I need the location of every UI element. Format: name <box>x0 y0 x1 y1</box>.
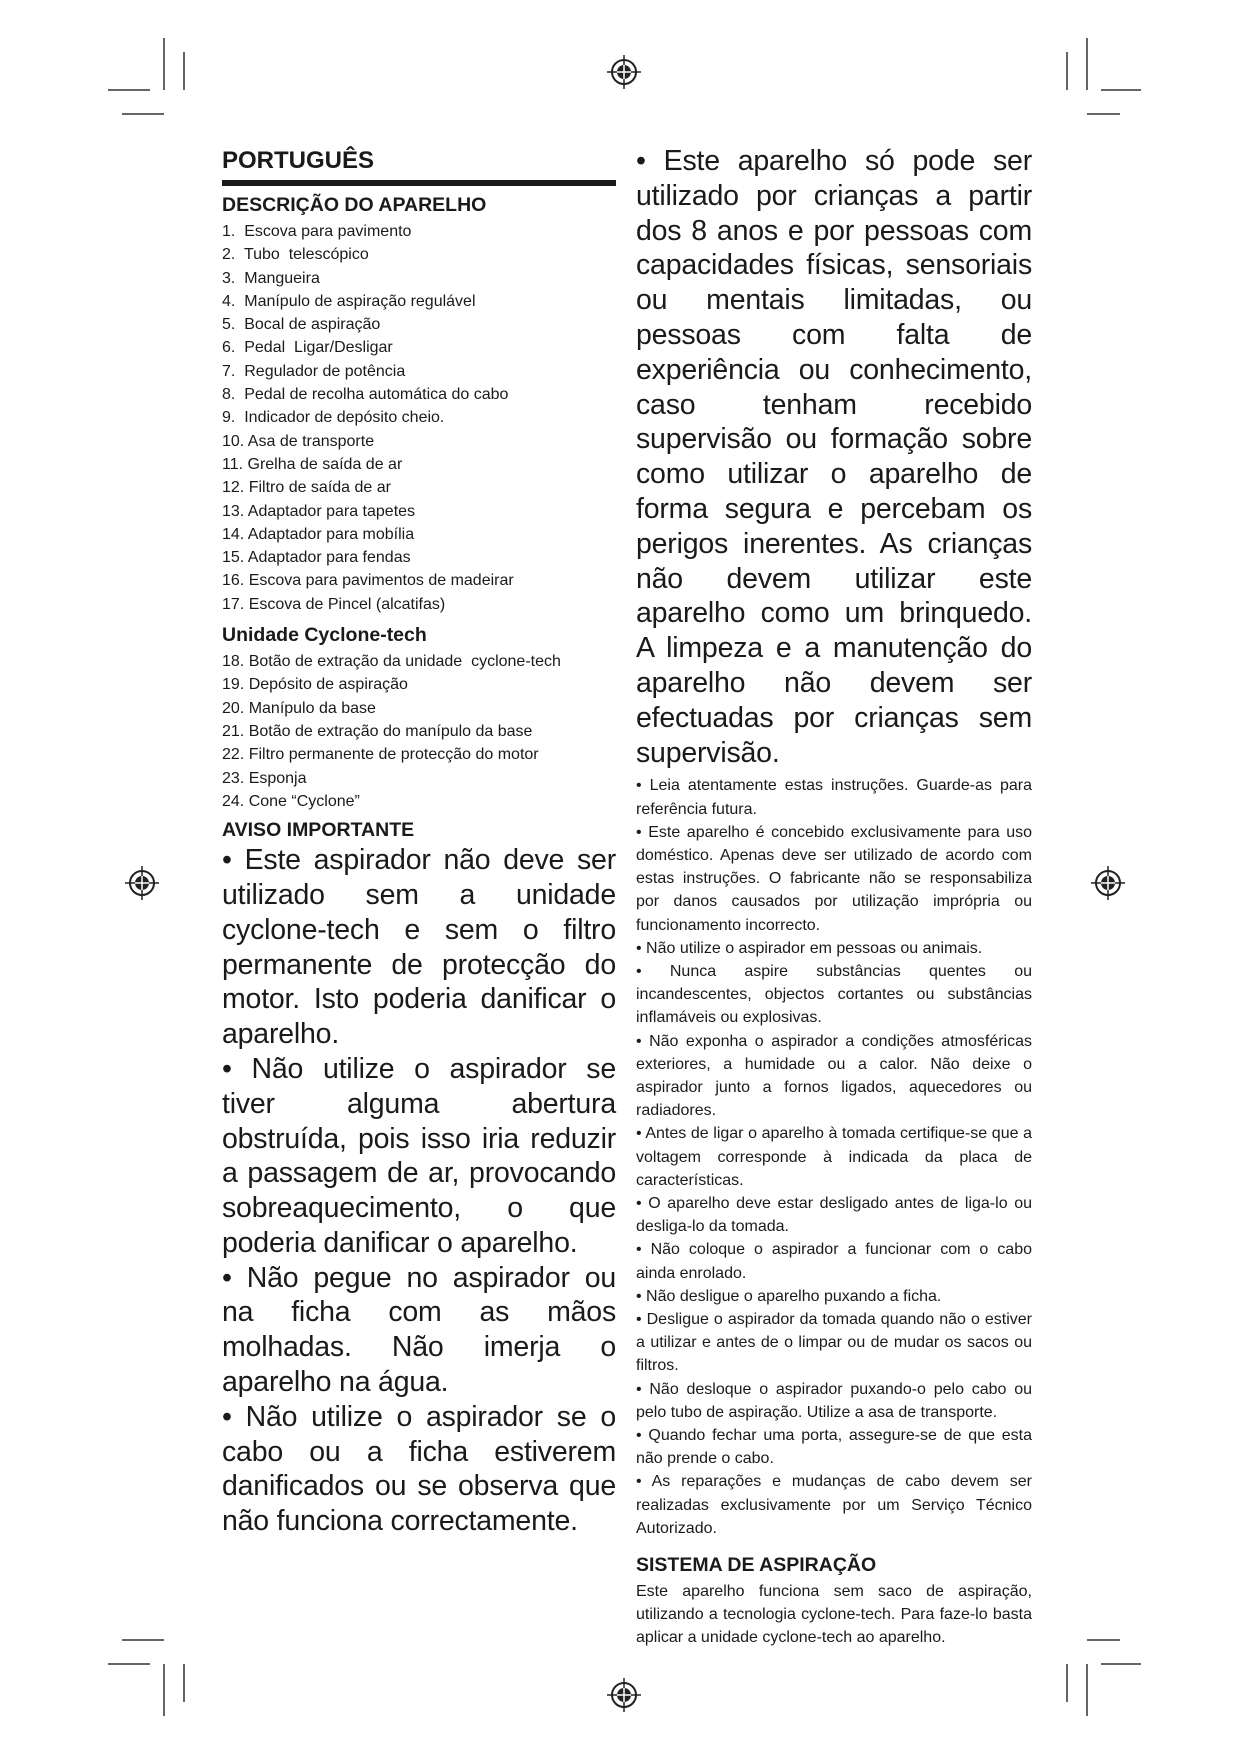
list-item: 7. Regulador de potência <box>222 362 406 380</box>
warning-heading: AVISO IMPORTANTE <box>222 819 415 842</box>
list-item: 1. Escova para pavimento <box>222 223 412 240</box>
cyclone-heading: Unidade Cyclone-tech <box>222 624 427 647</box>
left-column <box>222 146 616 1539</box>
list-item: 9. Indicador de depósito cheio. <box>222 409 445 427</box>
registration-mark-top <box>607 55 641 89</box>
list-item: 20. Manípulo da base <box>222 699 376 717</box>
suction-text: Este aparelho funciona sem saco de aspiração, utilizando a tecnologia cyclone-tech. Para faze-lo basta aplicar a unidade cyclone-tech ao aparelho. <box>636 1583 1032 1647</box>
safety-paragraph: • Quando fechar uma porta, assegure-se de que esta não prende o cabo. <box>636 1427 1032 1468</box>
list-item: 21. Botão de extração do manípulo da base <box>222 722 533 740</box>
list-item: 11. Grelha de saída de ar <box>222 455 403 473</box>
safety-paragraph: • O aparelho deve estar desligado antes de liga-lo ou desliga-lo da tomada. <box>636 1195 1032 1236</box>
safety-paragraph: • Não desloque o aspirador puxando-o pelo cabo ou pelo tubo de aspiração. Utilize a asa de transporte. <box>636 1380 1032 1421</box>
list-item: 15. Adaptador para fendas <box>222 549 411 567</box>
language-heading: PORTUGUÊS <box>222 147 375 174</box>
description-heading: DESCRIÇÃO DO APARELHO <box>222 194 487 216</box>
heading-rule <box>222 180 616 186</box>
list-item: 4. Manípulo de aspiração regulável <box>222 292 476 310</box>
warning-paragraph: • Não pegue no aspirador ou na ficha com as mãos molhadas. Não imerja o aparelho na água. <box>222 1261 616 1399</box>
warning-paragraph: • Não utilize o aspirador se tiver alguma abertura obstruída, pois isso iria reduzir a passagem de ar, provocando sobreaquecimento, o que poderia danificar o aparelho. <box>222 1052 616 1259</box>
list-item: 2. Tubo telescópico <box>222 246 369 264</box>
list-item: 6. Pedal Ligar/Desligar <box>222 339 393 357</box>
list-item: 16. Escova para pavimentos de madeirar <box>222 572 514 590</box>
safety-paragraph: • Não desligue o aparelho puxando a ficha. <box>636 1287 942 1305</box>
list-item: 10. Asa de transporte <box>222 432 375 450</box>
warning-paragraph: • Este aparelho só pode ser utilizado por crianças a partir dos 8 anos e por pessoas com capacidades físicas, sensoriais ou mentais limitadas, ou pessoas com falta de experiência ou conhecimento, caso tenham recebido supervisão ou formação sobre como utilizar o aparelho de forma segura e percebam os perigos inerentes. As crianças não devem utilizar este aparelho como um brinquedo. A limpeza e a manutenção do aparelho não devem ser efectuadas por crianças sem supervisão. <box>636 145 1032 769</box>
safety-paragraph: • Nunca aspire substâncias quentes ou incandescentes, objectos cortantes ou substâncias inflamáveis ou explosivas. <box>636 962 1032 1027</box>
list-item: 23. Esponja <box>222 769 307 787</box>
list-item: 8. Pedal de recolha automática do cabo <box>222 386 509 404</box>
safety-paragraph: • Não exponha o aspirador a condições atmosféricas exteriores, a humidade ou a calor. Não deixe o aspirador junto a fornos ligados, aquecedores ou radiadores. <box>636 1032 1032 1120</box>
registration-mark-right <box>1091 866 1125 900</box>
parts-list <box>222 220 616 616</box>
list-item: 14. Adaptador para mobília <box>222 525 415 543</box>
list-item: 13. Adaptador para tapetes <box>222 502 416 520</box>
registration-mark-bottom <box>607 1678 641 1712</box>
list-item: 12. Filtro de saída de ar <box>222 479 391 497</box>
registration-mark-left <box>125 866 159 900</box>
right-column <box>636 144 1032 1650</box>
safety-paragraph: • Desligue o aspirador da tomada quando não o estiver a utilizar e antes de o limpar ou de mudar os sacos ou filtros. <box>636 1311 1032 1375</box>
cyclone-parts-list <box>222 650 616 813</box>
suction-heading: SISTEMA DE ASPIRAÇÃO <box>636 1554 877 1577</box>
list-item: 17. Escova de Pincel (alcatifas) <box>222 595 446 613</box>
list-item: 24. Cone “Cyclone” <box>222 792 360 810</box>
list-item: 18. Botão de extração da unidade cyclone-tech <box>222 653 561 671</box>
safety-paragraph: • Não coloque o aspirador a funcionar com o cabo ainda enrolado. <box>636 1241 1032 1282</box>
safety-paragraph: • Não utilize o aspirador em pessoas ou animais. <box>636 939 983 957</box>
list-item: 5. Bocal de aspiração <box>222 316 381 334</box>
warning-paragraph: • Este aspirador não deve ser utilizado sem a unidade cyclone-tech e sem o filtro permanente de protecção do motor. Isto poderia danificar o aparelho. <box>222 844 616 1051</box>
warning-paragraph: • Não utilize o aspirador se o cabo ou a ficha estiverem danificados ou se observa que não funciona correctamente. <box>222 1400 616 1538</box>
list-item: 3. Mangueira <box>222 269 320 287</box>
safety-paragraph: • Leia atentamente estas instruções. Guarde-as para referência futura. <box>636 777 1032 818</box>
list-item: 22. Filtro permanente de protecção do motor <box>222 746 539 764</box>
safety-paragraph: • Este aparelho é concebido exclusivamente para uso doméstico. Apenas deve ser utilizado de acordo com estas instruções. O fabricante não se responsabiliza por danos causados por utilização imprópria ou funcionamento incorrecto. <box>636 823 1032 934</box>
safety-paragraph: • As reparações e mudanças de cabo devem ser realizadas exclusivamente por um Serviço Técnico Autorizado. <box>636 1473 1032 1537</box>
list-item: 19. Depósito de aspiração <box>222 676 408 694</box>
safety-paragraph: • Antes de ligar o aparelho à tomada certifique-se que a voltagem corresponde à indicada da placa de características. <box>636 1125 1032 1189</box>
safety-instructions <box>636 774 1032 1540</box>
